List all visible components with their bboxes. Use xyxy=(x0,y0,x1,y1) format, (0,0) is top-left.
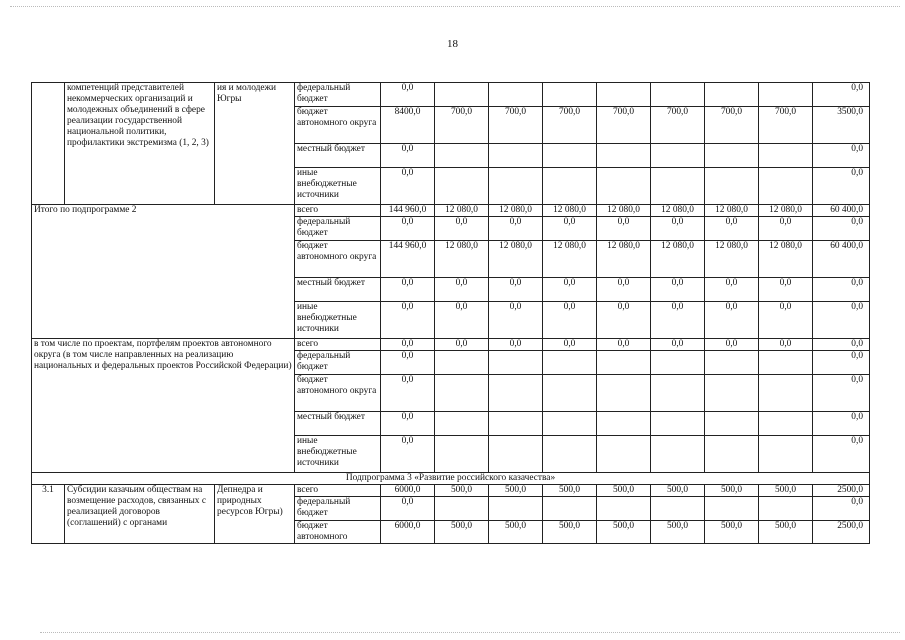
value-cell: 0,0 xyxy=(597,302,651,339)
source-cell: бюджет автономного округа xyxy=(295,375,381,412)
value-cell: 0,0 xyxy=(813,83,870,107)
value-cell xyxy=(651,412,705,436)
value-cell: 500,0 xyxy=(543,485,597,497)
value-cell xyxy=(705,375,759,412)
value-cell xyxy=(705,351,759,375)
number-cell xyxy=(32,83,65,205)
value-cell: 500,0 xyxy=(489,485,543,497)
source-cell: иные внебюджетные источники xyxy=(295,302,381,339)
value-cell xyxy=(435,351,489,375)
value-cell: 700,0 xyxy=(597,107,651,144)
measure-name-cell: Субсидии казачьим обществам на возмещение расходов, связанных с реализацией договоров (соглашений) с органами xyxy=(65,485,215,544)
measure-name-cell: компетенций представителей некоммерческих организаций и молодежных объединений в сфере реализации государственной национальной политики, профилактики экстремизма (1, 2, 3) xyxy=(65,83,215,205)
value-cell: 12 080,0 xyxy=(651,241,705,278)
value-cell xyxy=(597,436,651,473)
value-cell xyxy=(489,412,543,436)
responsible-cell: ия и молодежи Югры xyxy=(215,83,295,205)
value-cell: 12 080,0 xyxy=(543,241,597,278)
value-cell: 0,0 xyxy=(489,339,543,351)
value-cell xyxy=(543,83,597,107)
value-cell: 3500,0 xyxy=(813,107,870,144)
value-cell: 500,0 xyxy=(597,521,651,544)
value-cell: 700,0 xyxy=(489,107,543,144)
value-cell: 0,0 xyxy=(813,351,870,375)
value-cell xyxy=(651,497,705,521)
value-cell xyxy=(597,497,651,521)
value-cell: 0,0 xyxy=(543,278,597,302)
value-cell xyxy=(543,412,597,436)
value-cell: 0,0 xyxy=(813,412,870,436)
value-cell: 0,0 xyxy=(381,351,435,375)
value-cell xyxy=(489,351,543,375)
value-cell xyxy=(705,83,759,107)
value-cell xyxy=(651,144,705,168)
value-cell: 0,0 xyxy=(435,278,489,302)
source-cell: федеральный бюджет xyxy=(295,351,381,375)
source-cell: местный бюджет xyxy=(295,278,381,302)
bottom-scan-edge xyxy=(40,632,900,633)
value-cell xyxy=(543,144,597,168)
subprogram-title: Подпрограмма 3 «Развитие российского казачества» xyxy=(32,473,870,485)
value-cell: 0,0 xyxy=(381,375,435,412)
value-cell xyxy=(759,351,813,375)
value-cell xyxy=(597,351,651,375)
source-cell: иные внебюджетные источники xyxy=(295,436,381,473)
value-cell: 0,0 xyxy=(813,302,870,339)
source-cell: местный бюджет xyxy=(295,412,381,436)
value-cell: 12 080,0 xyxy=(705,241,759,278)
source-cell: федеральный бюджет xyxy=(295,497,381,521)
value-cell: 0,0 xyxy=(651,278,705,302)
value-cell: 0,0 xyxy=(813,168,870,205)
value-cell xyxy=(489,144,543,168)
number-cell: 3.1 xyxy=(32,485,65,544)
source-cell: бюджет автономного округа xyxy=(295,107,381,144)
value-cell: 12 080,0 xyxy=(651,205,705,217)
value-cell xyxy=(435,375,489,412)
value-cell: 0,0 xyxy=(597,278,651,302)
value-cell: 0,0 xyxy=(489,302,543,339)
value-cell: 12 080,0 xyxy=(705,205,759,217)
value-cell: 500,0 xyxy=(489,521,543,544)
value-cell: 12 080,0 xyxy=(759,241,813,278)
value-cell: 0,0 xyxy=(813,144,870,168)
value-cell: 144 960,0 xyxy=(381,205,435,217)
responsible-cell: Депнедра и природных ресурсов Югры) xyxy=(215,485,295,544)
value-cell: 6000,0 xyxy=(381,521,435,544)
value-cell xyxy=(597,375,651,412)
projects-label-cell: в том числе по проектам, портфелям проектов автономного округа (в том числе направленных на реализацию национальных и федеральных проектов Российской Федерации) xyxy=(32,339,295,473)
value-cell xyxy=(489,168,543,205)
value-cell: 0,0 xyxy=(813,339,870,351)
value-cell: 0,0 xyxy=(651,339,705,351)
value-cell: 0,0 xyxy=(651,217,705,241)
value-cell: 0,0 xyxy=(813,497,870,521)
value-cell xyxy=(705,144,759,168)
value-cell: 12 080,0 xyxy=(489,205,543,217)
value-cell: 0,0 xyxy=(543,217,597,241)
value-cell: 0,0 xyxy=(759,217,813,241)
value-cell: 12 080,0 xyxy=(759,205,813,217)
value-cell: 0,0 xyxy=(381,339,435,351)
value-cell: 0,0 xyxy=(597,339,651,351)
value-cell xyxy=(543,375,597,412)
value-cell xyxy=(489,375,543,412)
value-cell xyxy=(759,168,813,205)
value-cell xyxy=(435,168,489,205)
value-cell: 700,0 xyxy=(435,107,489,144)
table-row xyxy=(32,339,870,351)
value-cell xyxy=(759,436,813,473)
value-cell: 12 080,0 xyxy=(597,205,651,217)
value-cell: 0,0 xyxy=(489,278,543,302)
value-cell xyxy=(705,168,759,205)
value-cell xyxy=(759,497,813,521)
value-cell: 12 080,0 xyxy=(543,205,597,217)
value-cell xyxy=(435,412,489,436)
value-cell: 60 400,0 xyxy=(813,241,870,278)
value-cell xyxy=(543,168,597,205)
value-cell: 700,0 xyxy=(705,107,759,144)
value-cell xyxy=(651,83,705,107)
source-cell: местный бюджет xyxy=(295,144,381,168)
value-cell: 6000,0 xyxy=(381,485,435,497)
value-cell: 0,0 xyxy=(543,339,597,351)
value-cell: 500,0 xyxy=(651,521,705,544)
value-cell: 0,0 xyxy=(705,217,759,241)
value-cell: 0,0 xyxy=(435,302,489,339)
table-row xyxy=(32,485,870,497)
value-cell: 0,0 xyxy=(705,302,759,339)
value-cell: 700,0 xyxy=(651,107,705,144)
value-cell: 12 080,0 xyxy=(435,241,489,278)
table-row xyxy=(32,473,870,485)
value-cell xyxy=(597,412,651,436)
table-row xyxy=(32,205,870,217)
value-cell: 0,0 xyxy=(543,302,597,339)
value-cell: 0,0 xyxy=(381,144,435,168)
value-cell xyxy=(651,375,705,412)
value-cell: 60 400,0 xyxy=(813,205,870,217)
source-cell: бюджет автономного округа xyxy=(295,241,381,278)
value-cell: 500,0 xyxy=(435,521,489,544)
value-cell: 0,0 xyxy=(381,168,435,205)
value-cell xyxy=(597,168,651,205)
value-cell: 0,0 xyxy=(381,83,435,107)
value-cell: 500,0 xyxy=(597,485,651,497)
value-cell: 0,0 xyxy=(435,339,489,351)
value-cell: 500,0 xyxy=(543,521,597,544)
source-cell: всего xyxy=(295,205,381,217)
value-cell: 0,0 xyxy=(759,339,813,351)
value-cell xyxy=(759,412,813,436)
value-cell: 0,0 xyxy=(651,302,705,339)
subtotal-label-cell: Итого по подпрограмме 2 xyxy=(32,205,295,339)
value-cell xyxy=(489,83,543,107)
source-cell: всего xyxy=(295,485,381,497)
value-cell xyxy=(597,83,651,107)
value-cell: 0,0 xyxy=(489,217,543,241)
value-cell xyxy=(489,436,543,473)
value-cell xyxy=(759,375,813,412)
value-cell xyxy=(651,168,705,205)
value-cell: 500,0 xyxy=(759,485,813,497)
value-cell xyxy=(435,83,489,107)
value-cell: 0,0 xyxy=(435,217,489,241)
budget-table xyxy=(31,82,870,544)
source-cell: федеральный бюджет xyxy=(295,217,381,241)
value-cell: 0,0 xyxy=(813,217,870,241)
value-cell: 0,0 xyxy=(381,412,435,436)
source-cell: иные внебюджетные источники xyxy=(295,168,381,205)
value-cell: 500,0 xyxy=(435,485,489,497)
value-cell xyxy=(705,436,759,473)
value-cell: 2500,0 xyxy=(813,521,870,544)
value-cell xyxy=(435,497,489,521)
value-cell: 500,0 xyxy=(759,521,813,544)
value-cell: 0,0 xyxy=(381,217,435,241)
value-cell: 500,0 xyxy=(651,485,705,497)
value-cell: 700,0 xyxy=(543,107,597,144)
value-cell: 12 080,0 xyxy=(435,205,489,217)
value-cell: 0,0 xyxy=(381,302,435,339)
value-cell: 500,0 xyxy=(705,485,759,497)
value-cell: 0,0 xyxy=(381,497,435,521)
value-cell xyxy=(759,144,813,168)
page-number: 18 xyxy=(447,38,458,50)
source-cell: федеральный бюджет xyxy=(295,83,381,107)
value-cell: 0,0 xyxy=(597,217,651,241)
value-cell: 12 080,0 xyxy=(489,241,543,278)
value-cell: 700,0 xyxy=(759,107,813,144)
value-cell xyxy=(651,436,705,473)
value-cell xyxy=(597,144,651,168)
value-cell xyxy=(543,497,597,521)
value-cell xyxy=(705,412,759,436)
value-cell: 2500,0 xyxy=(813,485,870,497)
value-cell xyxy=(543,436,597,473)
value-cell: 500,0 xyxy=(705,521,759,544)
top-scan-edge xyxy=(10,6,900,7)
value-cell: 0,0 xyxy=(381,436,435,473)
value-cell: 8400,0 xyxy=(381,107,435,144)
value-cell: 0,0 xyxy=(813,375,870,412)
value-cell: 12 080,0 xyxy=(597,241,651,278)
value-cell: 0,0 xyxy=(705,278,759,302)
source-cell: всего xyxy=(295,339,381,351)
value-cell: 0,0 xyxy=(759,278,813,302)
table-row xyxy=(32,83,870,107)
value-cell xyxy=(705,497,759,521)
value-cell: 0,0 xyxy=(813,278,870,302)
value-cell xyxy=(435,144,489,168)
source-cell: бюджет автономного xyxy=(295,521,381,544)
value-cell xyxy=(435,436,489,473)
value-cell: 144 960,0 xyxy=(381,241,435,278)
value-cell: 0,0 xyxy=(381,278,435,302)
value-cell: 0,0 xyxy=(705,339,759,351)
value-cell xyxy=(489,497,543,521)
value-cell xyxy=(651,351,705,375)
value-cell: 0,0 xyxy=(813,436,870,473)
value-cell xyxy=(543,351,597,375)
value-cell: 0,0 xyxy=(759,302,813,339)
value-cell xyxy=(759,83,813,107)
